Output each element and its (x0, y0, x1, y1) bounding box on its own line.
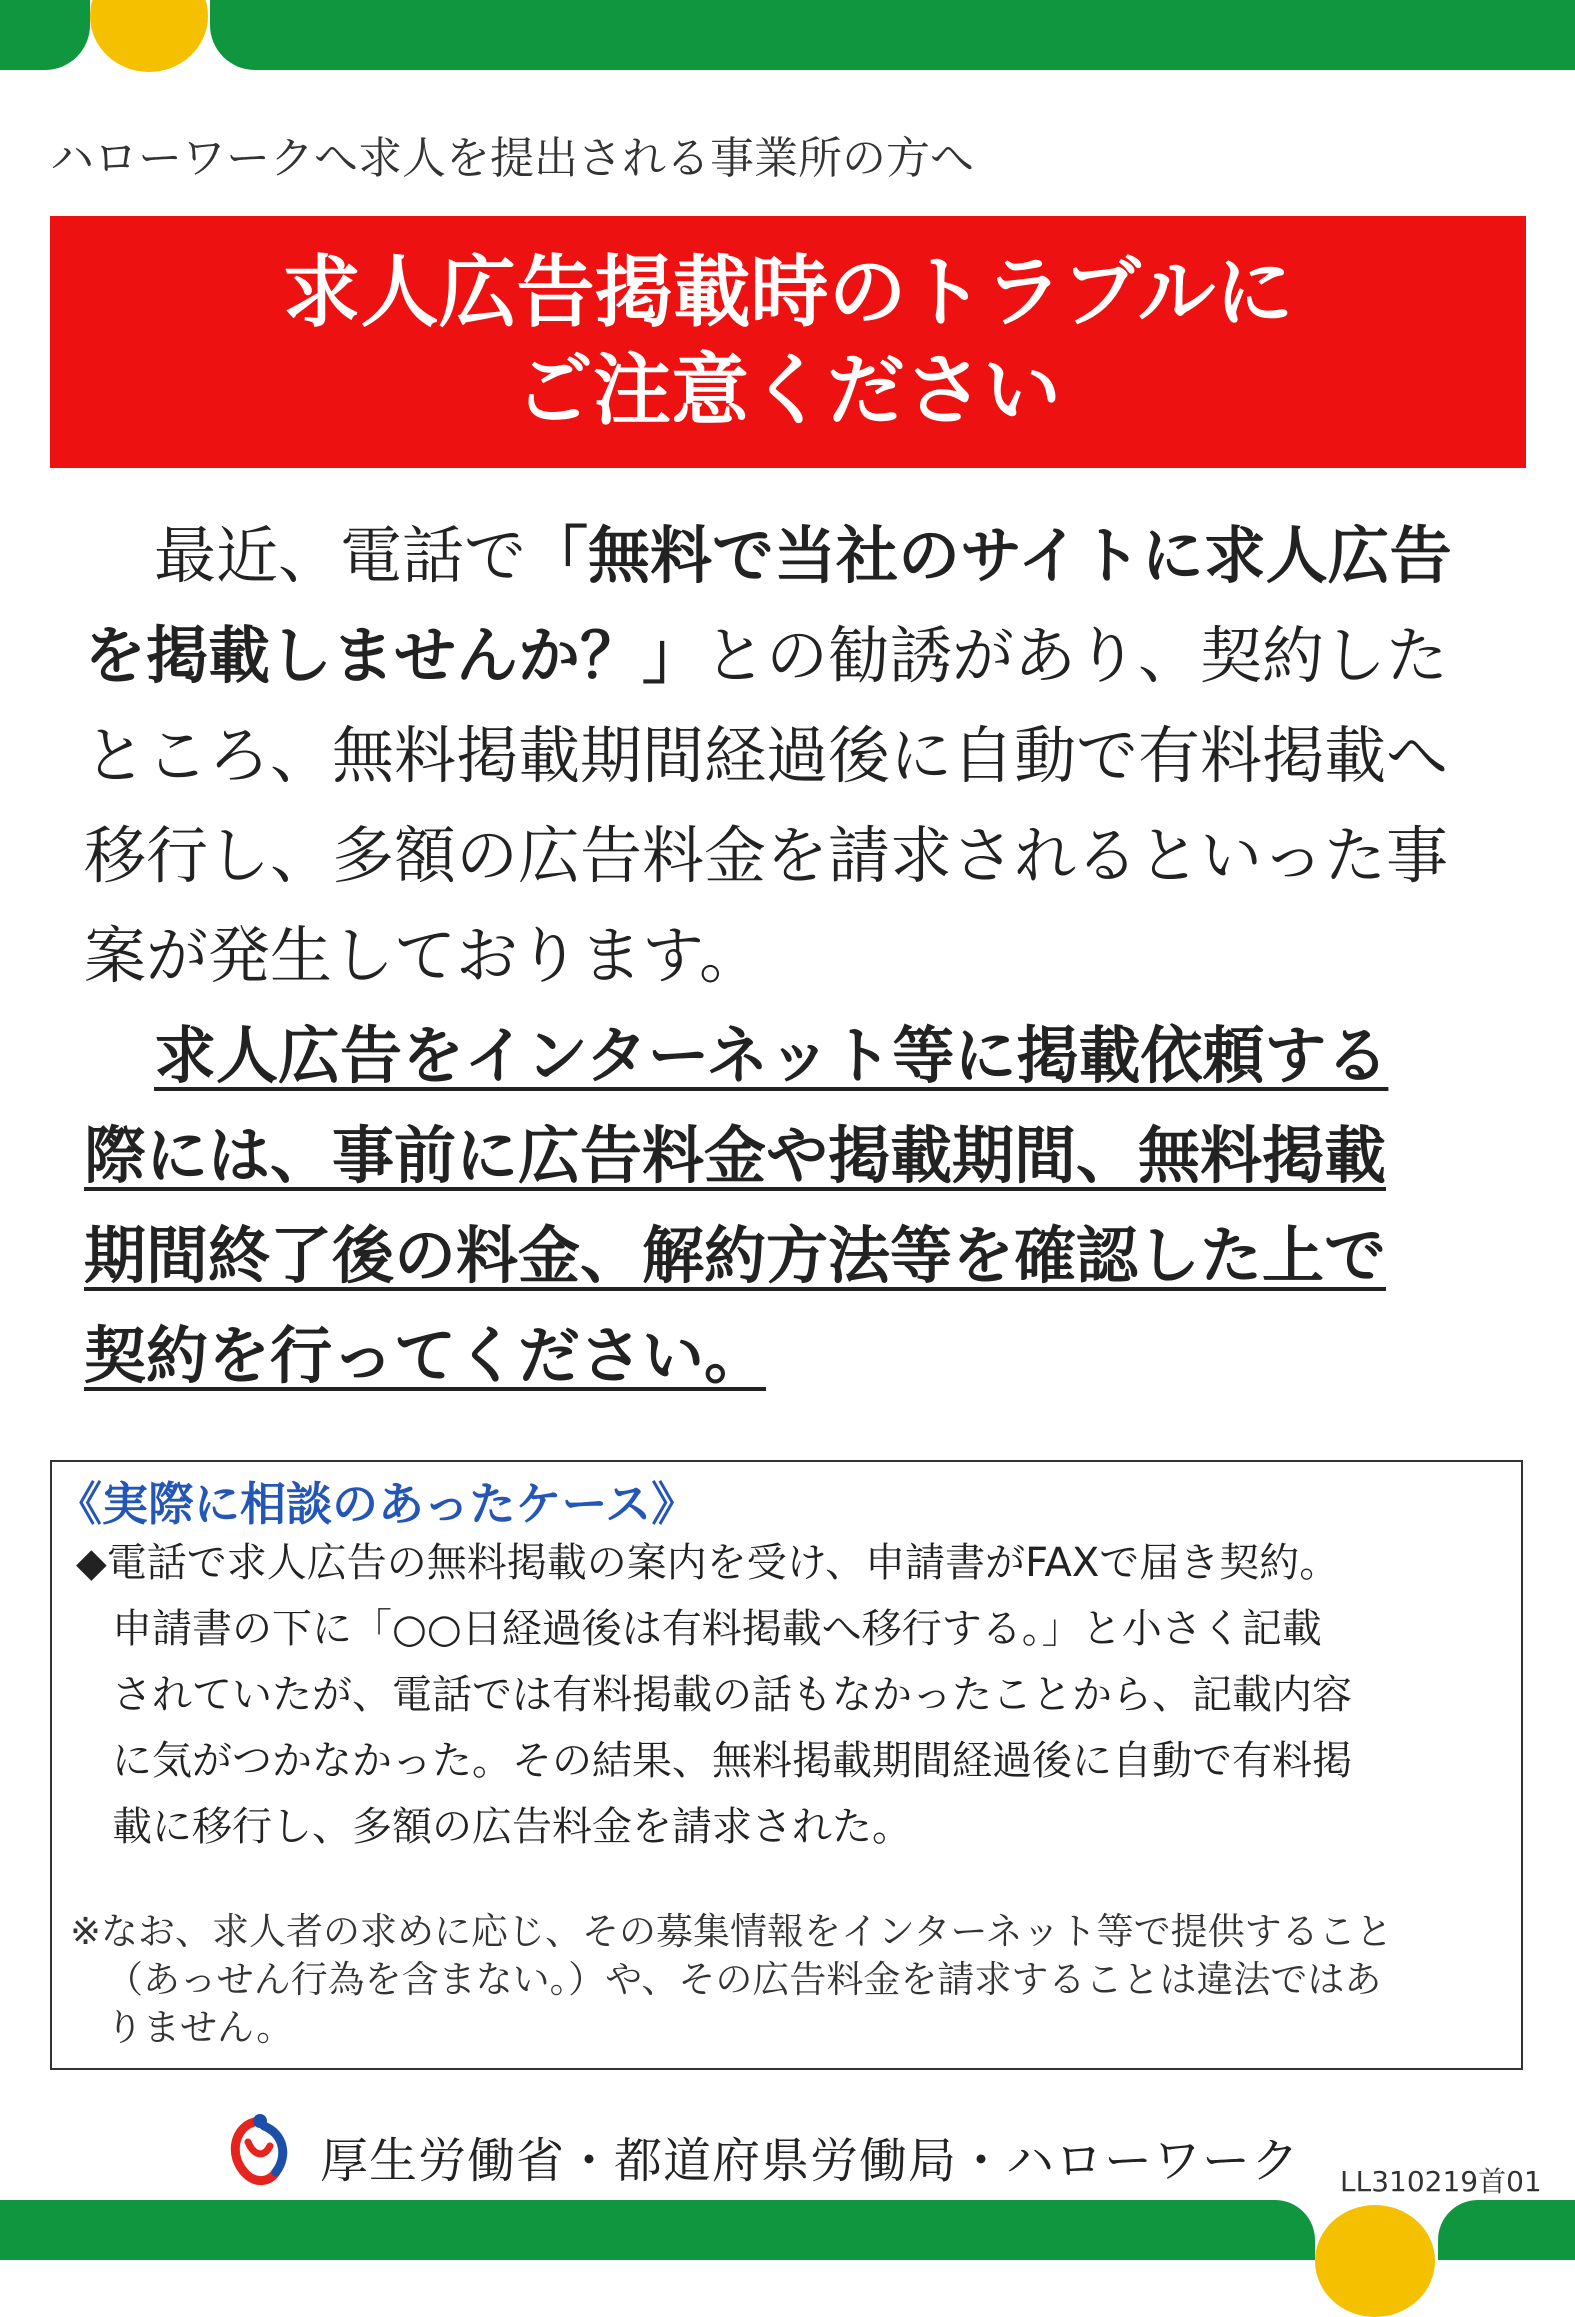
p1-lead: 最近、電話で (154, 519, 527, 592)
paragraph-1 (84, 506, 1484, 1006)
case-title: 《実際に相談のあったケース》 (56, 1477, 698, 1531)
legal-note (70, 1908, 1500, 2052)
title-line-2: ご注意ください (514, 346, 1061, 436)
p2-line-2: 際には、事前に広告料金や掲載期間、無料掲載 (84, 1119, 1387, 1192)
note-line-2: （あっせん行為を含まない。）や、その広告料金を請求することは違法ではあ (106, 1958, 1382, 2001)
top-green-bar-right (210, 0, 1575, 70)
case-line-5: 載に移行し、多額の広告料金を請求された。 (112, 1804, 912, 1850)
title-banner (50, 216, 1526, 468)
main-body (84, 506, 1484, 1406)
p2-line-1: 求人広告をインターネット等に掲載依頼する (154, 1019, 1389, 1092)
p2-line-4: 契約を行ってください。 (84, 1319, 767, 1392)
case-description (76, 1530, 1496, 1860)
top-green-bar-left (0, 0, 90, 70)
case-line-2: 申請書の下に「○○日経過後は有料掲載へ移行する。」と小さく記載 (112, 1606, 1322, 1652)
title-line-1: 求人広告掲載時のトラブルに (282, 248, 1294, 338)
footer-organization: 厚生労働省・都道府県労働局・ハローワーク (320, 2133, 1301, 2189)
p1-rest: との勧誘があり、契約したところ、無料掲載期間経過後に自動で有料掲載へ移行し、多額の広告料金を請求されるといった事案が発生しております。 (84, 619, 1449, 992)
note-line-1: ※なお、求人者の求めに応じ、その募集情報をインターネット等で提供すること (70, 1910, 1393, 1953)
p1-bold-quote: 「無料で当社のサイトに求人広告を掲載しませんか？」 (84, 519, 1452, 692)
bottom-green-bar-left (0, 2200, 1315, 2260)
p2-line-3: 期間終了後の料金、解約方法等を確認した上で (84, 1219, 1387, 1292)
case-line-3: されていたが、電話では有料掲載の話もなかったことから、記載内容 (112, 1672, 1352, 1718)
document-code: LL310219首01 (1340, 2165, 1542, 2198)
bottom-green-bar-right (1438, 2200, 1575, 2260)
intro-line: ハローワークへ求人を提出される事業所の方へ (50, 133, 974, 184)
note-line-3: りません。 (106, 2006, 294, 2049)
top-yellow-circle (90, 0, 208, 72)
case-line-1: ◆電話で求人広告の無料掲載の案内を受け、申請書がFAXで届き契約。 (76, 1540, 1340, 1586)
case-line-4: に気がつかなかった。その結果、無料掲載期間経過後に自動で有料掲 (112, 1738, 1352, 1784)
bottom-yellow-circle (1315, 2205, 1435, 2317)
mhlw-logo-icon (224, 2112, 294, 2188)
paragraph-2 (84, 1006, 1484, 1406)
